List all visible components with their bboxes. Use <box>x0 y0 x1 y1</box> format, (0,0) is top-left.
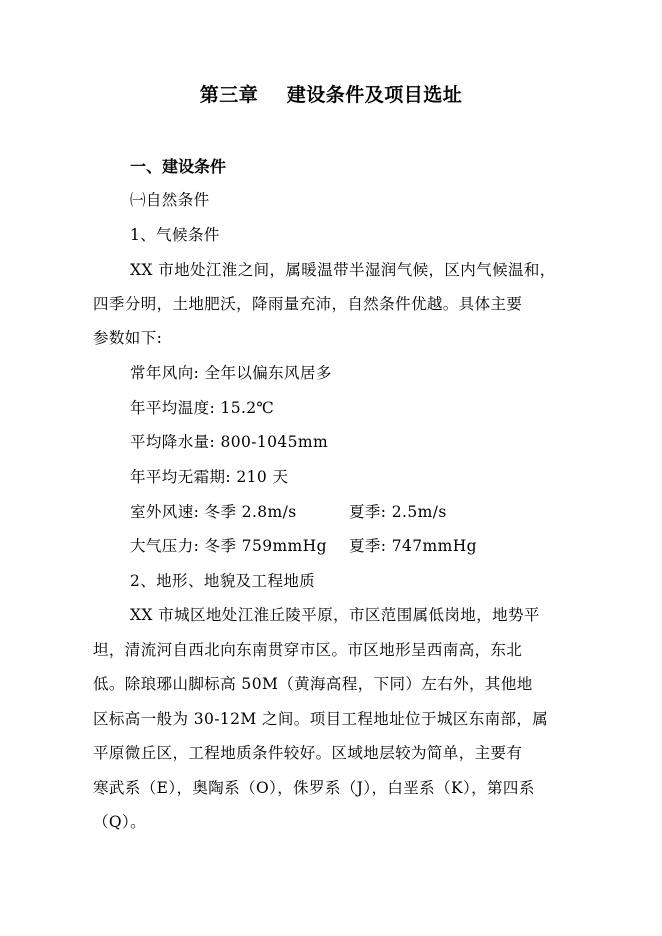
terrain-line-4: 区标高一般为 30-12M 之间。项目工程地址位于城区东南部，属 <box>93 710 549 728</box>
terrain-line-2: 坦，清流河自西北向东南贯穿市区。市区地形呈西南高，东北 <box>93 641 523 659</box>
param-frost-free-period: 年平均无霜期: 210 天 <box>130 468 289 486</box>
section-heading-construction-conditions: 一、建设条件 <box>130 157 227 176</box>
climate-intro-line-2: 四季分明，土地肥沃，降雨量充沛，自然条件优越。具体主要 <box>93 295 523 313</box>
param-avg-temperature: 年平均温度: 15.2℃ <box>130 399 275 417</box>
terrain-line-6: 寒武系（E），奥陶系（O），侏罗系（J），白垩系（K），第四系 <box>93 779 535 797</box>
climate-intro-line-1: XX 市地处江淮之间，属暖温带半湿润气候，区内气候温和， <box>130 261 556 279</box>
param-wind-speed-winter: 室外风速: 冬季 2.8m/s <box>130 503 297 521</box>
terrain-line-5: 平原微丘区，工程地质条件较好。区域地层较为简单，主要有 <box>93 744 523 762</box>
terrain-line-7: （Q）。 <box>93 813 147 831</box>
terrain-line-3: 低。除琅琊山脚标高 50M（黄海高程，下同）左右外，其他地 <box>93 675 533 693</box>
param-pressure-summer: 夏季: 747mmHg <box>349 537 477 555</box>
chapter-title: 第三章 建设条件及项目选址 <box>199 84 463 106</box>
terrain-heading: 2、地形、地貌及工程地质 <box>130 572 316 590</box>
terrain-line-1: XX 市城区地处江淮丘陵平原，市区范围属低岗地，地势平 <box>130 606 540 624</box>
param-avg-rainfall: 平均降水量: 800-1045mm <box>130 433 329 451</box>
climate-intro-line-3: 参数如下: <box>93 329 163 347</box>
param-pressure-winter: 大气压力: 冬季 759mmHg <box>130 537 327 555</box>
param-wind-direction: 常年风向: 全年以偏东风居多 <box>130 364 332 382</box>
param-wind-speed-summer: 夏季: 2.5m/s <box>349 503 447 521</box>
subsection-natural-conditions: ㈠自然条件 <box>130 191 210 209</box>
climate-heading: 1、气候条件 <box>130 226 220 244</box>
